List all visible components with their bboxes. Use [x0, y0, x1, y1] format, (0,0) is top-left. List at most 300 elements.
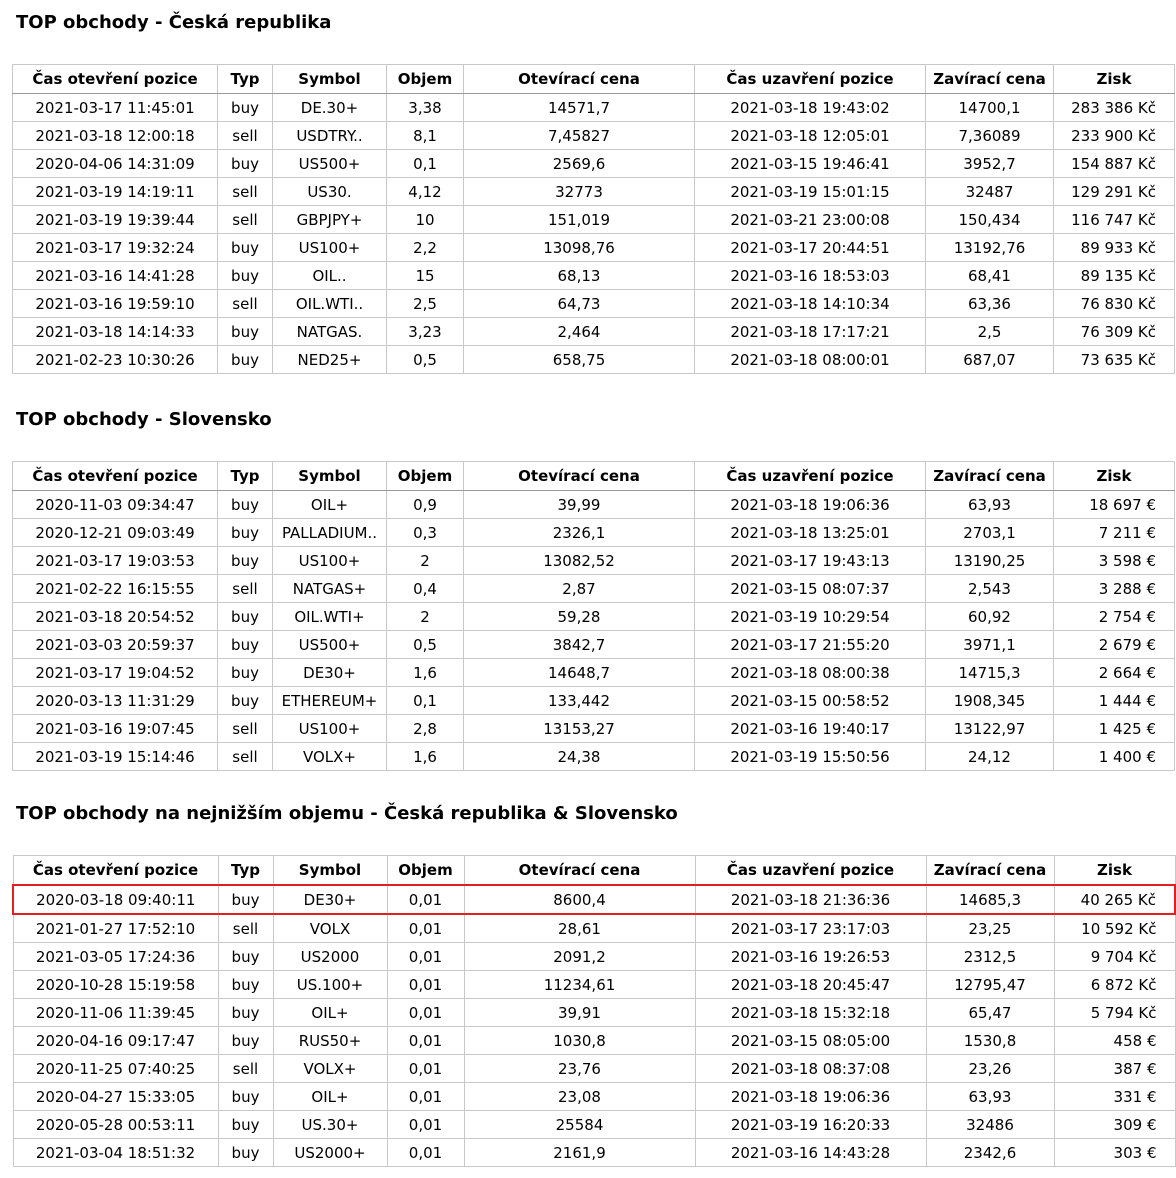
column-header-profit: Zisk [1054, 65, 1175, 94]
cell-open-time: 2021-03-18 14:14:33 [13, 318, 218, 346]
cell-symbol: US100+ [273, 234, 387, 262]
cell-profit: 2 679 € [1054, 631, 1175, 659]
cell-open-time: 2021-02-22 16:15:55 [13, 575, 218, 603]
cell-open-price: 13082,52 [464, 547, 695, 575]
cell-close-time: 2021-03-15 19:46:41 [695, 150, 926, 178]
cell-close-price: 13122,97 [926, 715, 1054, 743]
cell-open-price: 64,73 [464, 290, 695, 318]
cell-open-price: 151,019 [464, 206, 695, 234]
cell-open-price: 25584 [464, 1111, 695, 1139]
cell-open-price: 14648,7 [464, 659, 695, 687]
cell-open-price: 24,38 [464, 743, 695, 771]
cell-volume: 2 [387, 547, 464, 575]
cell-type: buy [218, 971, 273, 999]
cell-open-time: 2020-04-06 14:31:09 [13, 150, 218, 178]
cell-symbol: US.30+ [273, 1111, 387, 1139]
table-row [13, 659, 1175, 687]
cell-close-time: 2021-03-18 08:37:08 [695, 1055, 926, 1083]
cell-type: sell [218, 715, 273, 743]
cell-close-time: 2021-03-18 19:43:02 [695, 94, 926, 122]
cell-type: buy [218, 1027, 273, 1055]
cell-type: sell [218, 122, 273, 150]
cell-close-time: 2021-03-19 15:50:56 [695, 743, 926, 771]
table-row [13, 94, 1175, 122]
cell-type: sell [218, 743, 273, 771]
cell-open-price: 3842,7 [464, 631, 695, 659]
cell-symbol: ETHEREUM+ [273, 687, 387, 715]
cell-volume: 4,12 [387, 178, 464, 206]
column-header-symbol: Symbol [273, 65, 387, 94]
cell-profit: 18 697 € [1054, 491, 1175, 519]
cell-close-time: 2021-03-19 16:20:33 [695, 1111, 926, 1139]
cell-type: buy [218, 943, 273, 971]
cell-volume: 0,01 [387, 1139, 464, 1167]
cell-type: buy [218, 262, 273, 290]
cell-type: buy [218, 491, 273, 519]
column-header-close-price: Zavírací cena [926, 856, 1054, 886]
table-row [13, 290, 1175, 318]
cell-close-price: 63,93 [926, 1083, 1054, 1111]
cell-volume: 0,5 [387, 346, 464, 374]
cell-open-price: 13153,27 [464, 715, 695, 743]
cell-open-price: 8600,4 [464, 885, 695, 914]
cell-profit: 303 € [1054, 1139, 1175, 1167]
cell-symbol: OIL+ [273, 1083, 387, 1111]
section-title-sk: TOP obchody - Slovensko [16, 409, 272, 430]
cell-symbol: NATGAS+ [273, 575, 387, 603]
cell-close-time: 2021-03-18 14:10:34 [695, 290, 926, 318]
cell-profit: 309 € [1054, 1111, 1175, 1139]
column-header-open-price: Otevírací cena [464, 462, 695, 491]
cell-type: sell [218, 575, 273, 603]
cell-close-price: 13192,76 [926, 234, 1054, 262]
cell-close-price: 12795,47 [926, 971, 1054, 999]
table-row [13, 1139, 1175, 1167]
cell-symbol: DE30+ [273, 659, 387, 687]
cell-open-price: 2,87 [464, 575, 695, 603]
column-header-close-time: Čas uzavření pozice [695, 462, 926, 491]
top-trades-sk-table [12, 461, 1175, 771]
cell-profit: 5 794 Kč [1054, 999, 1175, 1027]
cell-type: buy [218, 1111, 273, 1139]
cell-profit: 458 € [1054, 1027, 1175, 1055]
cell-open-price: 28,61 [464, 914, 695, 943]
cell-open-time: 2021-03-05 17:24:36 [13, 943, 218, 971]
cell-open-time: 2021-03-17 11:45:01 [13, 94, 218, 122]
column-header-volume: Objem [387, 462, 464, 491]
cell-close-time: 2021-03-18 19:06:36 [695, 1083, 926, 1111]
cell-open-time: 2021-03-16 14:41:28 [13, 262, 218, 290]
cell-profit: 1 400 € [1054, 743, 1175, 771]
cell-open-price: 2569,6 [464, 150, 695, 178]
cell-profit: 89 933 Kč [1054, 234, 1175, 262]
cell-volume: 2,2 [387, 234, 464, 262]
column-header-volume: Objem [387, 65, 464, 94]
cell-close-time: 2021-03-18 13:25:01 [695, 519, 926, 547]
table-row [13, 206, 1175, 234]
cell-open-time: 2020-11-03 09:34:47 [13, 491, 218, 519]
table-row [13, 519, 1175, 547]
cell-symbol: OIL.WTI+ [273, 603, 387, 631]
cell-profit: 2 754 € [1054, 603, 1175, 631]
cell-close-price: 14715,3 [926, 659, 1054, 687]
cell-open-time: 2021-03-19 14:19:11 [13, 178, 218, 206]
cell-volume: 0,01 [387, 999, 464, 1027]
cell-type: buy [218, 547, 273, 575]
cell-type: buy [218, 234, 273, 262]
cell-close-price: 32487 [926, 178, 1054, 206]
cell-symbol: VOLX+ [273, 1055, 387, 1083]
cell-symbol: VOLX+ [273, 743, 387, 771]
cell-volume: 15 [387, 262, 464, 290]
cell-open-time: 2021-03-17 19:03:53 [13, 547, 218, 575]
cell-volume: 0,01 [387, 885, 464, 914]
table-header-row [13, 65, 1175, 94]
cell-close-time: 2021-03-17 20:44:51 [695, 234, 926, 262]
cell-open-price: 23,08 [464, 1083, 695, 1111]
column-header-symbol: Symbol [273, 856, 387, 886]
cell-open-time: 2021-03-17 19:04:52 [13, 659, 218, 687]
top-trades-low-volume-table [12, 855, 1176, 1167]
cell-volume: 0,01 [387, 1027, 464, 1055]
cell-type: buy [218, 1139, 273, 1167]
cell-profit: 331 € [1054, 1083, 1175, 1111]
cell-symbol: NATGAS. [273, 318, 387, 346]
cell-profit: 40 265 Kč [1054, 885, 1175, 914]
cell-open-price: 2161,9 [464, 1139, 695, 1167]
cell-open-price: 68,13 [464, 262, 695, 290]
column-header-type: Typ [218, 65, 273, 94]
table-row [13, 1111, 1175, 1139]
cell-close-price: 68,41 [926, 262, 1054, 290]
cell-open-time: 2021-03-03 20:59:37 [13, 631, 218, 659]
column-header-close-price: Zavírací cena [926, 65, 1054, 94]
cell-close-price: 7,36089 [926, 122, 1054, 150]
cell-open-time: 2021-01-27 17:52:10 [13, 914, 218, 943]
column-header-type: Typ [218, 856, 273, 886]
cell-open-time: 2021-03-16 19:59:10 [13, 290, 218, 318]
cell-close-price: 687,07 [926, 346, 1054, 374]
cell-open-time: 2021-03-19 15:14:46 [13, 743, 218, 771]
cell-profit: 1 425 € [1054, 715, 1175, 743]
column-header-symbol: Symbol [273, 462, 387, 491]
cell-type: buy [218, 346, 273, 374]
cell-open-price: 59,28 [464, 603, 695, 631]
cell-close-price: 14700,1 [926, 94, 1054, 122]
cell-close-price: 2703,1 [926, 519, 1054, 547]
column-header-close-price: Zavírací cena [926, 462, 1054, 491]
cell-open-price: 2,464 [464, 318, 695, 346]
cell-close-price: 3952,7 [926, 150, 1054, 178]
cell-symbol: NED25+ [273, 346, 387, 374]
cell-symbol: OIL+ [273, 999, 387, 1027]
cell-close-time: 2021-03-17 21:55:20 [695, 631, 926, 659]
cell-profit: 3 598 € [1054, 547, 1175, 575]
cell-close-time: 2021-03-17 19:43:13 [695, 547, 926, 575]
cell-open-time: 2020-11-25 07:40:25 [13, 1055, 218, 1083]
cell-close-time: 2021-03-21 23:00:08 [695, 206, 926, 234]
table-row [13, 943, 1175, 971]
cell-open-price: 7,45827 [464, 122, 695, 150]
cell-open-price: 39,91 [464, 999, 695, 1027]
table-row [13, 971, 1175, 999]
cell-close-price: 23,26 [926, 1055, 1054, 1083]
table-row [13, 150, 1175, 178]
cell-profit: 116 747 Kč [1054, 206, 1175, 234]
cell-symbol: US2000+ [273, 1139, 387, 1167]
cell-profit: 129 291 Kč [1054, 178, 1175, 206]
column-header-volume: Objem [387, 856, 464, 886]
cell-open-price: 658,75 [464, 346, 695, 374]
cell-open-price: 13098,76 [464, 234, 695, 262]
cell-type: sell [218, 1055, 273, 1083]
cell-close-price: 60,92 [926, 603, 1054, 631]
cell-profit: 73 635 Kč [1054, 346, 1175, 374]
cell-type: sell [218, 206, 273, 234]
table-row [13, 999, 1175, 1027]
cell-volume: 0,01 [387, 1111, 464, 1139]
cell-type: buy [218, 885, 273, 914]
column-header-profit: Zisk [1054, 462, 1175, 491]
cell-open-time: 2020-11-06 11:39:45 [13, 999, 218, 1027]
cell-close-time: 2021-03-16 14:43:28 [695, 1139, 926, 1167]
cell-symbol: PALLADIUM.. [273, 519, 387, 547]
cell-profit: 2 664 € [1054, 659, 1175, 687]
table-row [13, 1055, 1175, 1083]
cell-open-time: 2020-03-18 09:40:11 [13, 885, 218, 914]
cell-open-price: 32773 [464, 178, 695, 206]
cell-symbol: US30. [273, 178, 387, 206]
cell-open-time: 2021-03-17 19:32:24 [13, 234, 218, 262]
cell-close-price: 2,5 [926, 318, 1054, 346]
table-row [13, 715, 1175, 743]
table-row [13, 687, 1175, 715]
cell-type: buy [218, 687, 273, 715]
cell-profit: 76 830 Kč [1054, 290, 1175, 318]
cell-close-time: 2021-03-18 12:05:01 [695, 122, 926, 150]
cell-open-time: 2020-10-28 15:19:58 [13, 971, 218, 999]
cell-profit: 283 386 Kč [1054, 94, 1175, 122]
cell-volume: 0,1 [387, 150, 464, 178]
cell-open-price: 133,442 [464, 687, 695, 715]
cell-close-price: 65,47 [926, 999, 1054, 1027]
cell-type: buy [218, 94, 273, 122]
cell-close-time: 2021-03-18 21:36:36 [695, 885, 926, 914]
cell-profit: 387 € [1054, 1055, 1175, 1083]
cell-close-time: 2021-03-15 00:58:52 [695, 687, 926, 715]
table-row [13, 603, 1175, 631]
cell-volume: 2,5 [387, 290, 464, 318]
cell-close-time: 2021-03-16 19:40:17 [695, 715, 926, 743]
cell-symbol: OIL+ [273, 491, 387, 519]
cell-volume: 3,38 [387, 94, 464, 122]
cell-open-time: 2021-03-18 20:54:52 [13, 603, 218, 631]
cell-open-time: 2020-03-13 11:31:29 [13, 687, 218, 715]
column-header-close-time: Čas uzavření pozice [695, 65, 926, 94]
section-title-cz: TOP obchody - Česká republika [16, 12, 332, 33]
cell-open-price: 39,99 [464, 491, 695, 519]
cell-volume: 3,23 [387, 318, 464, 346]
cell-symbol: US500+ [273, 631, 387, 659]
cell-open-time: 2020-12-21 09:03:49 [13, 519, 218, 547]
cell-volume: 0,3 [387, 519, 464, 547]
cell-close-time: 2021-03-18 19:06:36 [695, 491, 926, 519]
table-row [13, 318, 1175, 346]
table-header-row [13, 462, 1175, 491]
cell-close-time: 2021-03-16 19:26:53 [695, 943, 926, 971]
column-header-open-time: Čas otevření pozice [13, 856, 218, 886]
cell-close-time: 2021-03-15 08:07:37 [695, 575, 926, 603]
cell-open-time: 2021-02-23 10:30:26 [13, 346, 218, 374]
cell-profit: 76 309 Kč [1054, 318, 1175, 346]
cell-open-price: 1030,8 [464, 1027, 695, 1055]
table-row [13, 575, 1175, 603]
cell-open-time: 2020-04-16 09:17:47 [13, 1027, 218, 1055]
cell-open-price: 14571,7 [464, 94, 695, 122]
cell-profit: 7 211 € [1054, 519, 1175, 547]
cell-close-time: 2021-03-18 08:00:38 [695, 659, 926, 687]
cell-volume: 1,6 [387, 659, 464, 687]
cell-close-time: 2021-03-18 17:17:21 [695, 318, 926, 346]
table-row [13, 491, 1175, 519]
cell-type: buy [218, 999, 273, 1027]
cell-close-time: 2021-03-18 15:32:18 [695, 999, 926, 1027]
cell-symbol: OIL.. [273, 262, 387, 290]
cell-close-price: 1530,8 [926, 1027, 1054, 1055]
table-row [13, 914, 1175, 943]
cell-open-price: 11234,61 [464, 971, 695, 999]
cell-close-time: 2021-03-16 18:53:03 [695, 262, 926, 290]
column-header-profit: Zisk [1054, 856, 1175, 886]
cell-symbol: DE.30+ [273, 94, 387, 122]
cell-volume: 0,01 [387, 914, 464, 943]
table-row [13, 346, 1175, 374]
cell-close-time: 2021-03-19 15:01:15 [695, 178, 926, 206]
cell-profit: 89 135 Kč [1054, 262, 1175, 290]
table-row [13, 1083, 1175, 1111]
cell-close-price: 2342,6 [926, 1139, 1054, 1167]
cell-profit: 6 872 Kč [1054, 971, 1175, 999]
table-row [13, 234, 1175, 262]
cell-symbol: DE30+ [273, 885, 387, 914]
column-header-open-time: Čas otevření pozice [13, 462, 218, 491]
cell-volume: 0,4 [387, 575, 464, 603]
cell-close-time: 2021-03-17 23:17:03 [695, 914, 926, 943]
cell-close-time: 2021-03-15 08:05:00 [695, 1027, 926, 1055]
cell-open-price: 2091,2 [464, 943, 695, 971]
table-row [13, 178, 1175, 206]
cell-close-time: 2021-03-18 20:45:47 [695, 971, 926, 999]
cell-type: buy [218, 659, 273, 687]
cell-close-price: 32486 [926, 1111, 1054, 1139]
cell-close-price: 13190,25 [926, 547, 1054, 575]
table-row-highlighted [13, 885, 1175, 914]
cell-type: buy [218, 519, 273, 547]
cell-open-time: 2020-05-28 00:53:11 [13, 1111, 218, 1139]
cell-profit: 3 288 € [1054, 575, 1175, 603]
cell-close-time: 2021-03-19 10:29:54 [695, 603, 926, 631]
cell-symbol: US2000 [273, 943, 387, 971]
column-header-open-price: Otevírací cena [464, 856, 695, 886]
cell-volume: 0,01 [387, 943, 464, 971]
table-row [13, 262, 1175, 290]
cell-volume: 2,8 [387, 715, 464, 743]
column-header-close-time: Čas uzavření pozice [695, 856, 926, 886]
cell-symbol: US100+ [273, 715, 387, 743]
cell-close-price: 3971,1 [926, 631, 1054, 659]
table-row [13, 1027, 1175, 1055]
cell-close-price: 2,543 [926, 575, 1054, 603]
cell-close-price: 24,12 [926, 743, 1054, 771]
cell-type: sell [218, 178, 273, 206]
cell-close-price: 2312,5 [926, 943, 1054, 971]
cell-volume: 0,01 [387, 971, 464, 999]
cell-type: buy [218, 318, 273, 346]
cell-open-time: 2020-04-27 15:33:05 [13, 1083, 218, 1111]
cell-close-price: 150,434 [926, 206, 1054, 234]
cell-close-time: 2021-03-18 08:00:01 [695, 346, 926, 374]
cell-volume: 1,6 [387, 743, 464, 771]
cell-volume: 0,01 [387, 1083, 464, 1111]
cell-symbol: US100+ [273, 547, 387, 575]
cell-open-time: 2021-03-16 19:07:45 [13, 715, 218, 743]
cell-open-time: 2021-03-04 18:51:32 [13, 1139, 218, 1167]
cell-symbol: RUS50+ [273, 1027, 387, 1055]
cell-close-price: 63,36 [926, 290, 1054, 318]
cell-type: buy [218, 603, 273, 631]
cell-open-time: 2021-03-18 12:00:18 [13, 122, 218, 150]
cell-volume: 0,5 [387, 631, 464, 659]
cell-close-price: 63,93 [926, 491, 1054, 519]
cell-profit: 1 444 € [1054, 687, 1175, 715]
cell-volume: 2 [387, 603, 464, 631]
cell-symbol: US.100+ [273, 971, 387, 999]
cell-symbol: USDTRY.. [273, 122, 387, 150]
cell-type: sell [218, 914, 273, 943]
cell-volume: 8,1 [387, 122, 464, 150]
column-header-type: Typ [218, 462, 273, 491]
cell-symbol: OIL.WTI.. [273, 290, 387, 318]
cell-symbol: VOLX [273, 914, 387, 943]
table-row [13, 122, 1175, 150]
cell-close-price: 23,25 [926, 914, 1054, 943]
section-title-low-volume: TOP obchody na nejnižším objemu - Česká republika & Slovensko [16, 803, 678, 824]
table-row [13, 631, 1175, 659]
cell-profit: 9 704 Kč [1054, 943, 1175, 971]
column-header-open-time: Čas otevření pozice [13, 65, 218, 94]
cell-volume: 0,01 [387, 1055, 464, 1083]
table-header-row [13, 856, 1175, 886]
cell-volume: 0,1 [387, 687, 464, 715]
cell-volume: 10 [387, 206, 464, 234]
cell-close-price: 1908,345 [926, 687, 1054, 715]
top-trades-cz-table [12, 64, 1175, 374]
cell-symbol: GBPJPY+ [273, 206, 387, 234]
cell-type: buy [218, 150, 273, 178]
cell-volume: 0,9 [387, 491, 464, 519]
cell-profit: 10 592 Kč [1054, 914, 1175, 943]
cell-type: buy [218, 631, 273, 659]
cell-close-price: 14685,3 [926, 885, 1054, 914]
table-row [13, 743, 1175, 771]
cell-profit: 233 900 Kč [1054, 122, 1175, 150]
cell-symbol: US500+ [273, 150, 387, 178]
cell-open-price: 2326,1 [464, 519, 695, 547]
table-row [13, 547, 1175, 575]
cell-profit: 154 887 Kč [1054, 150, 1175, 178]
cell-type: buy [218, 1083, 273, 1111]
cell-type: sell [218, 290, 273, 318]
